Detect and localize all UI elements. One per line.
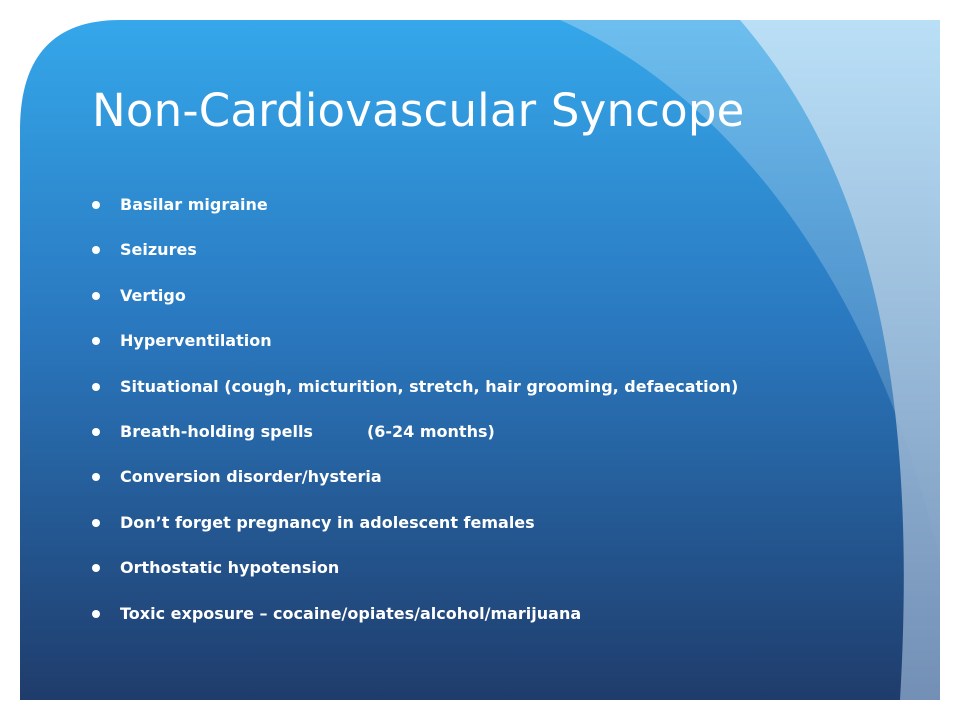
- bullet-icon: [92, 292, 100, 300]
- bullet-text: Toxic exposure – cocaine/opiates/alcohol/marijuana: [120, 603, 582, 623]
- bullet-text: Hyperventilation: [120, 331, 272, 351]
- bullet-text: Don’t forget pregnancy in adolescent females: [120, 512, 535, 532]
- bullet-text: Basilar migraine: [120, 195, 268, 214]
- bullet-text: Seizures: [120, 240, 197, 260]
- bullet-icon: [92, 519, 100, 527]
- bullet-text: [120, 421, 495, 443]
- bullet-text: Orthostatic hypotension: [120, 558, 340, 578]
- bullet-icon: [92, 428, 100, 436]
- bullet-text: Situational (cough, micturition, stretch, hair grooming, defaecation): [120, 376, 739, 396]
- bullet-text: Conversion disorder/hysteria: [120, 467, 382, 487]
- slide-title: Non-Cardiovascular Syncope: [92, 84, 745, 137]
- bullet-text: Vertigo: [120, 285, 186, 305]
- bullet-extra-text: (6-24 months): [366, 421, 495, 441]
- bullet-main-text: Breath-holding spells: [120, 421, 313, 441]
- bullet-icon: [92, 383, 100, 391]
- bullet-icon: [92, 610, 100, 618]
- bullet-icon: [92, 201, 100, 209]
